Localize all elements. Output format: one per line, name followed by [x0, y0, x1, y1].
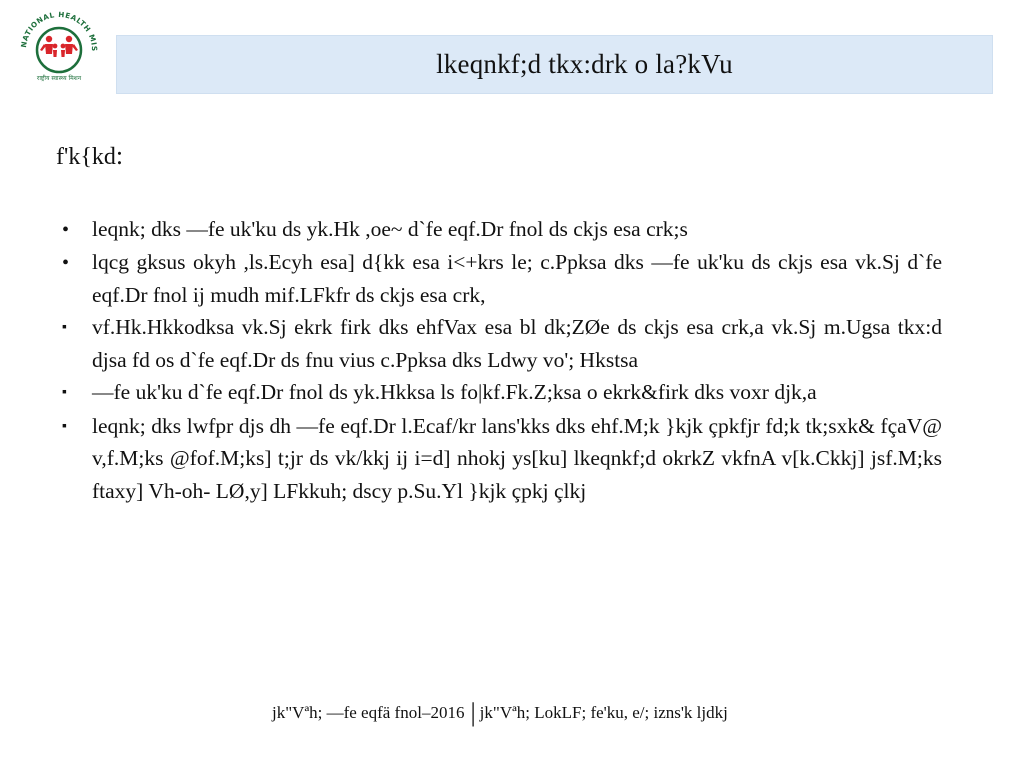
section-heading-colon: :	[115, 141, 124, 170]
page-title: lkeqnkf;d tkx:drk o la?kVu	[436, 49, 733, 79]
bullet-marker: ▪	[62, 418, 67, 434]
bullet-marker: •	[62, 252, 70, 274]
footer-separator: |	[470, 698, 476, 727]
list-item-text: leqnk; dks —fe uk'ku ds yk.Hk ,oe~ d`fe eqf.Dr fnol ds ckjs esa crk;s	[92, 217, 688, 241]
title-banner	[116, 35, 993, 94]
footer	[272, 698, 728, 727]
section-heading	[56, 141, 123, 171]
list-item-text: vf.Hk.Hkkodksa vk.Sj ekrk firk dks ehfVax esa bl dk;ZØe ds ckjs esa crk,a vk.Sj m.Ugsa tkx:d djsa fd os d`fe eqf.Dr ds fnu vius c.Ppksa dks Ldwy vo'; Hkstsa	[92, 315, 942, 372]
list-item	[62, 246, 942, 311]
list-item-text: —fe uk'ku d`fe eqf.Dr fnol ds yk.Hkksa ls fo|kf.Fk.Z;ksa o ekrk&firk dks voxr djk,a	[92, 380, 817, 404]
list-item	[62, 213, 942, 246]
svg-text:NATIONAL HEALTH MISSION: NATIONAL HEALTH MIS	[18, 9, 100, 52]
bullet-marker: •	[62, 219, 70, 241]
list-item-text: leqnk; dks lwfpr djs dh —fe eqf.Dr l.Ecaf/kr lans'kks dks ehf.M;k }kjk çpkfjr fd;k tk;sxk& fçaV@ v,f.M;ks @fof.M;ks] t;jr ds vk/kkj ij i=d] nhokj ys[ku] lkeqnkf;d okrkZ vkfnA v[k.Ckkj] jsf.M;ks ftaxy] Vh-oh- LØ,y] LFkkuh; dscy p.Su.Yl }kjk çpkj çlkj	[92, 413, 942, 503]
list-item	[62, 376, 942, 410]
nhm-logo	[14, 6, 104, 84]
list-item	[62, 410, 942, 508]
bullet-marker: ▪	[62, 320, 67, 335]
footer-left-text: jk"Vªh; —fe eqfä fnol–2016	[272, 703, 465, 722]
section-heading-text: f'k{kd	[56, 144, 116, 170]
bullet-list	[62, 213, 942, 507]
list-item	[62, 311, 942, 376]
bullet-marker: ▪	[62, 385, 67, 400]
svg-text:राष्ट्रीय स्वास्थ्य मिशन: राष्ट्रीय स्वास्थ्य मिशन	[36, 75, 82, 82]
footer-right-text: jk"Vªh; LokLF; fe'ku, e/; izns'k ljdkj	[479, 703, 728, 722]
list-item-text: lqcg gksus okyh ,ls.Ecyh esa] d{kk esa i<+krs le; c.Ppksa dks —fe uk'ku ds ckjs esa vk.Sj d`fe eqf.Dr fnol ij mudh mif.LFkfr ds ckjs esa crk,	[92, 250, 942, 307]
